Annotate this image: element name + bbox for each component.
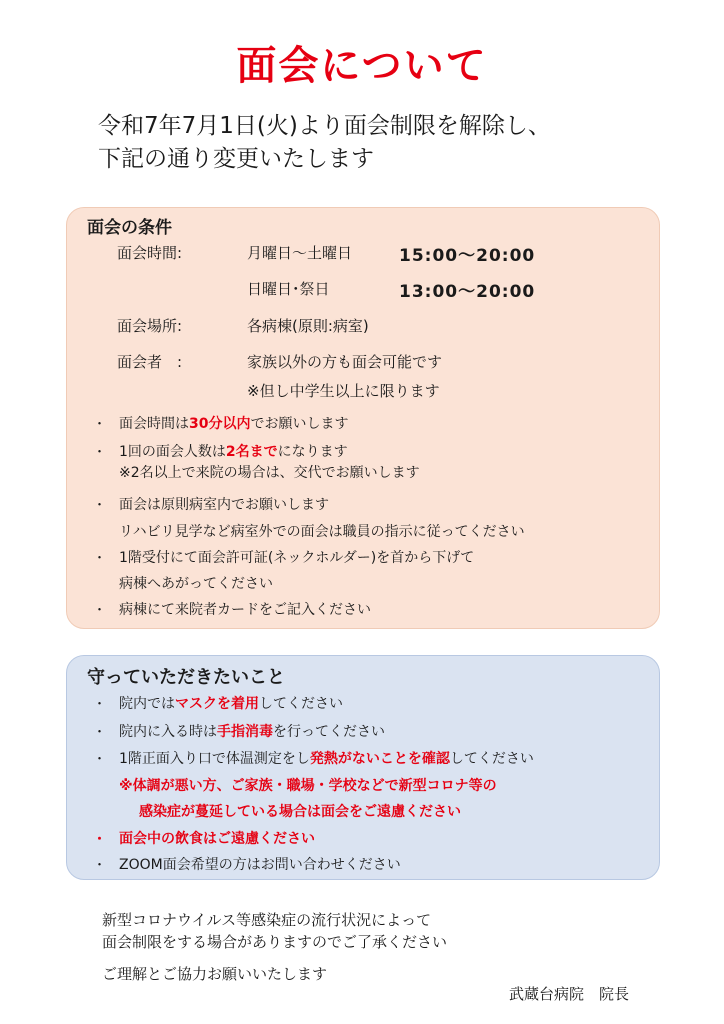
thanks-line: ご理解とご協力お願いいたします (102, 965, 328, 983)
rule-text: 院内では (119, 696, 175, 712)
visitor-value-2: ※但し中学生以上に限ります (247, 382, 440, 400)
bullet-mark: ・ (93, 551, 107, 566)
warning-line-2: 感染症が蔓延している場合は面会をご遠慮ください (139, 804, 461, 820)
rule-emphasis: 手指消毒 (217, 724, 273, 740)
place-label: 面会場所: (117, 317, 183, 335)
warning-line-1: ※体調が悪い方、ご家族・職場・学校などで新型コロナ等の (119, 778, 497, 794)
item-text: 1回の面会人数は (119, 444, 226, 460)
room-line-2: リハビリ見学など病室外での面会は職員の指示に従ってください (119, 524, 525, 540)
rule-text: 院内に入る時は (119, 724, 217, 740)
signature: 武蔵台病院 院長 (509, 985, 630, 1003)
rule-mask (119, 693, 343, 713)
intro-line-1: 令和7年7月1日(火)より面会制限を解除し、 (98, 113, 551, 139)
bullet-mark: ・ (93, 445, 107, 460)
rule-text: してください (449, 751, 534, 767)
rule-emphasis: 発熱がないことを確認 (309, 751, 450, 767)
note-two-people: ※2名以上で来院の場合は、交代でお願いします (119, 465, 420, 481)
bullet-mark: ・ (93, 697, 107, 712)
page-title: 面会について (236, 43, 488, 89)
place-value: 各病棟(原則:病室) (247, 317, 369, 335)
weekday-time: 15:00～20:00 (399, 246, 536, 266)
rule-emphasis: マスクを着用 (175, 696, 259, 712)
intro-text (98, 110, 551, 176)
permit-line-2: 病棟へあがってください (119, 576, 273, 592)
visiting-conditions-box (66, 207, 660, 629)
conditions-heading: 面会の条件 (87, 218, 172, 238)
weekday-label: 月曜日～土曜日 (247, 244, 353, 262)
bullet-mark: ・ (93, 417, 107, 432)
visitor-label: 面会者 : (117, 353, 183, 371)
item-text: でお願いします (250, 416, 349, 432)
card-line: 病棟にて来院者カードをご記入ください (119, 602, 371, 618)
hours-label: 面会時間: (117, 244, 183, 262)
footer-line-2: 面会制限をする場合がありますのでご了承ください (102, 933, 448, 951)
room-line-1: 面会は原則病室内でお願いします (119, 497, 329, 513)
bullet-mark: ・ (93, 603, 107, 618)
holiday-time: 13:00～20:00 (399, 282, 536, 302)
rule-text: 1階正面入り口で体温測定をし (119, 751, 310, 767)
bullet-mark: ・ (93, 725, 107, 740)
rules-box (66, 655, 660, 880)
bullet-mark: ・ (93, 498, 107, 513)
rules-heading: 守っていただきたいこと (87, 667, 285, 688)
rule-zoom: ZOOM面会希望の方はお問い合わせください (119, 857, 401, 873)
bullet-mark: ・ (93, 752, 107, 767)
rule-food: 面会中の飲食はご遠慮ください (119, 831, 315, 847)
visitor-value-1: 家族以外の方も面会可能です (247, 353, 443, 371)
item-text: 面会時間は (119, 416, 189, 432)
list-item (119, 441, 348, 461)
rule-text: を行ってください (273, 724, 385, 740)
intro-line-2: 下記の通り変更いたします (98, 146, 374, 172)
footer-line-1: 新型コロナウイルス等感染症の流行状況によって (102, 911, 432, 929)
list-item (119, 413, 348, 433)
rule-hand (119, 721, 385, 741)
rule-temperature (119, 748, 534, 768)
item-emphasis: 2名まで (225, 444, 278, 460)
bullet-mark: ・ (93, 858, 107, 873)
bullet-mark: ・ (93, 832, 107, 847)
item-emphasis: 30分以内 (189, 416, 251, 432)
holiday-label: 日曜日･祭日 (247, 280, 330, 298)
rule-text: してください (259, 696, 343, 712)
permit-line-1: 1階受付にて面会許可証(ネックホルダー)を首から下げて (119, 550, 475, 566)
item-text: になります (277, 444, 348, 460)
